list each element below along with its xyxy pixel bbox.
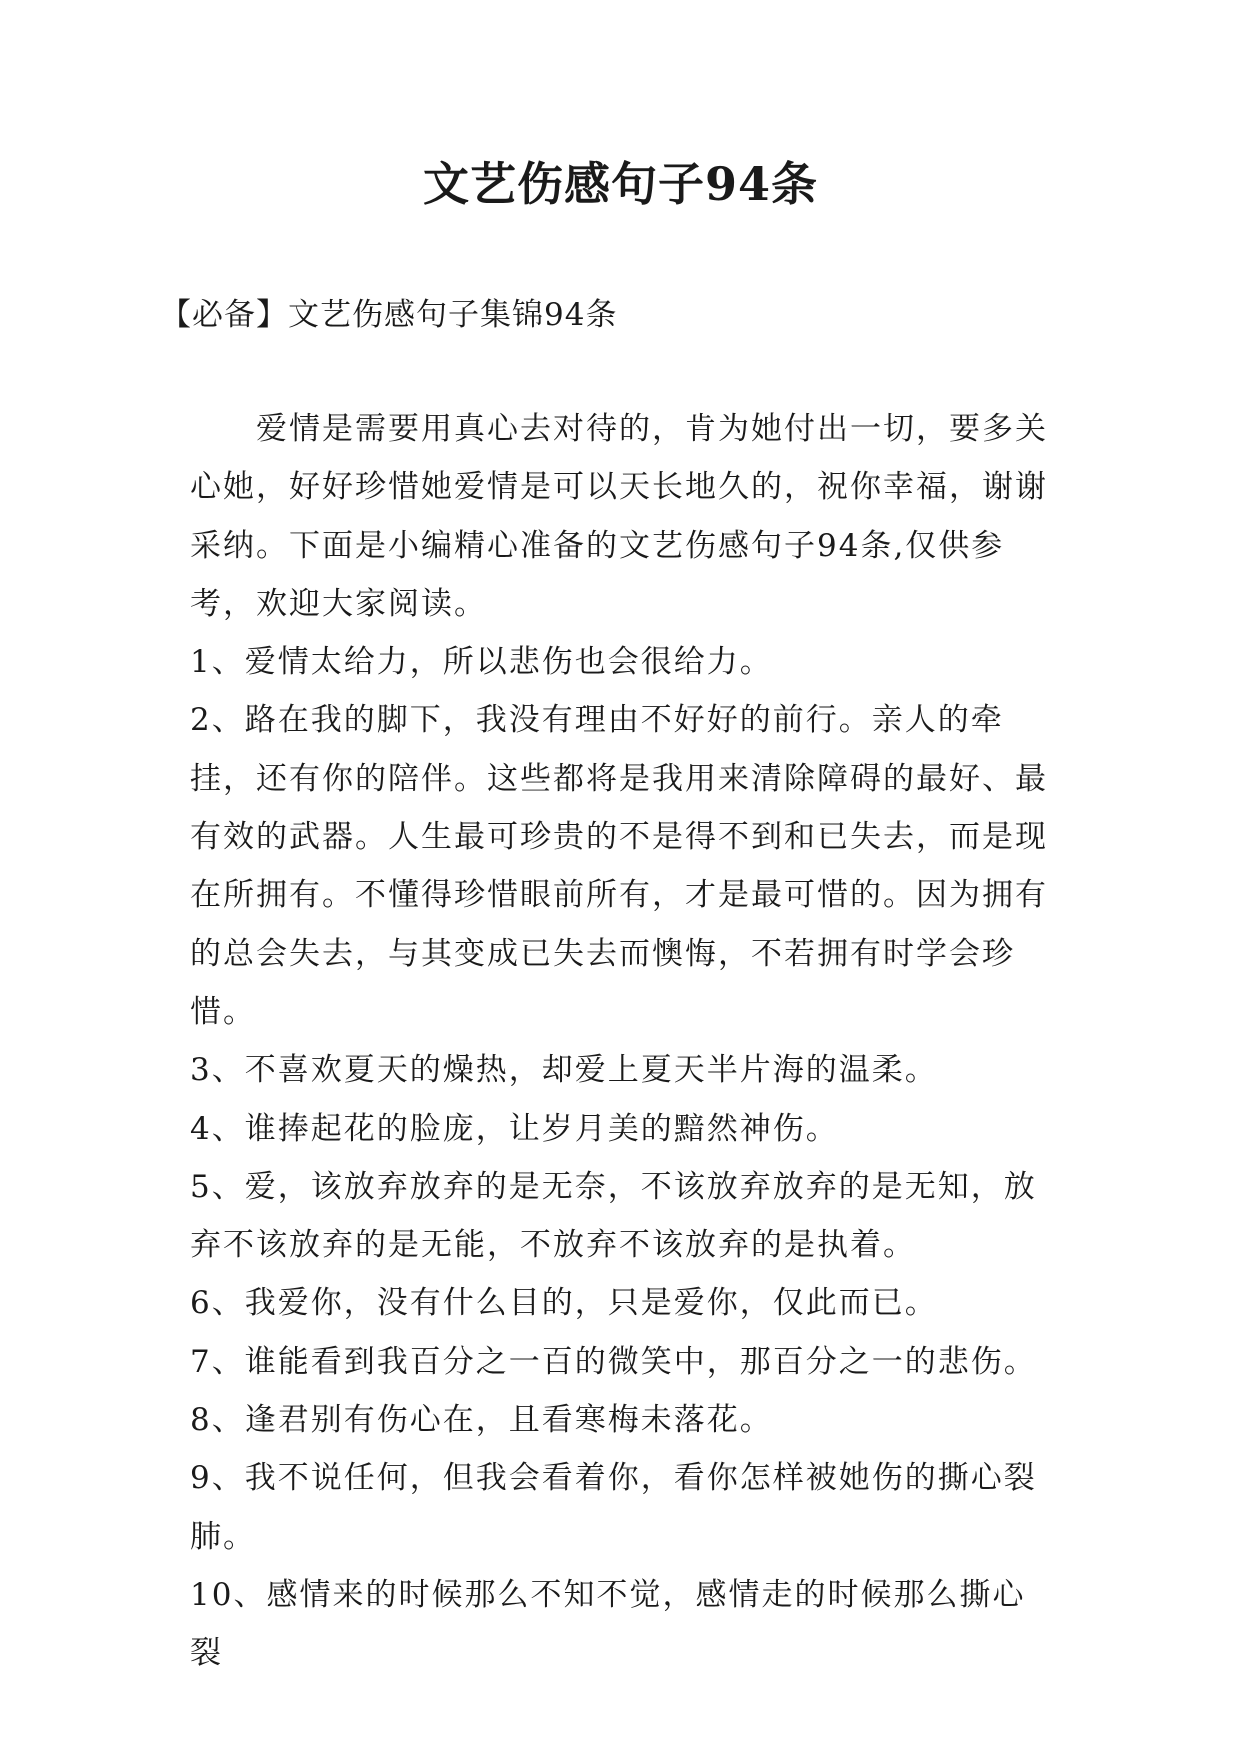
list-item: 8、逢君别有伤心在，且看寒梅未落花。	[190, 1402, 773, 1439]
list-item: 5、爱，该放弃放弃的是无奈，不该放弃放弃的是无知，放弃不该放弃的是无能，不放弃不该放弃的是执着。	[190, 1168, 1037, 1264]
document-title: 文艺伤感句子94条	[422, 157, 818, 211]
list-item: 2、路在我的脚下，我没有理由不好好的前行。亲人的牵挂，还有你的陪伴。这些都将是我用来清除障碍的最好、最有效的武器。人生最可珍贵的不是得不到和已失去，而是现在所拥有。不懂得珍惜眼前所有，才是最可惜的。因为拥有的总会失去，与其变成已失去而懊悔，不若拥有时学会珍惜。	[190, 702, 1048, 1030]
intro-paragraph: 爱情是需要用真心去对待的，肯为她付出一切，要多关心她，好好珍惜她爱情是可以天长地久的，祝你幸福，谢谢采纳。下面是小编精心准备的文艺伤感句子94条,仅供参考，欢迎大家阅读。	[190, 411, 1048, 622]
list-item: 4、谁捧起花的脸庞，让岁月美的黯然神伤。	[190, 1110, 839, 1147]
list-item: 10、感情来的时候那么不知不觉，感情走的时候那么撕心裂	[190, 1576, 1026, 1672]
list-item: 3、不喜欢夏天的燥热，却爱上夏天半片海的温柔。	[190, 1052, 938, 1089]
document-subtitle: 【必备】文艺伤感句子集锦94条	[160, 297, 618, 333]
document-body	[190, 400, 1050, 1683]
list-item: 6、我爱你，没有什么目的，只是爱你，仅此而已。	[190, 1285, 938, 1322]
list-item: 1、爱情太给力，所以悲伤也会很给力。	[190, 644, 773, 681]
list-item: 7、谁能看到我百分之一百的微笑中，那百分之一的悲伤。	[190, 1343, 1037, 1380]
list-item: 9、我不说任何，但我会看着你，看你怎样被她伤的撕心裂肺。	[190, 1460, 1037, 1555]
